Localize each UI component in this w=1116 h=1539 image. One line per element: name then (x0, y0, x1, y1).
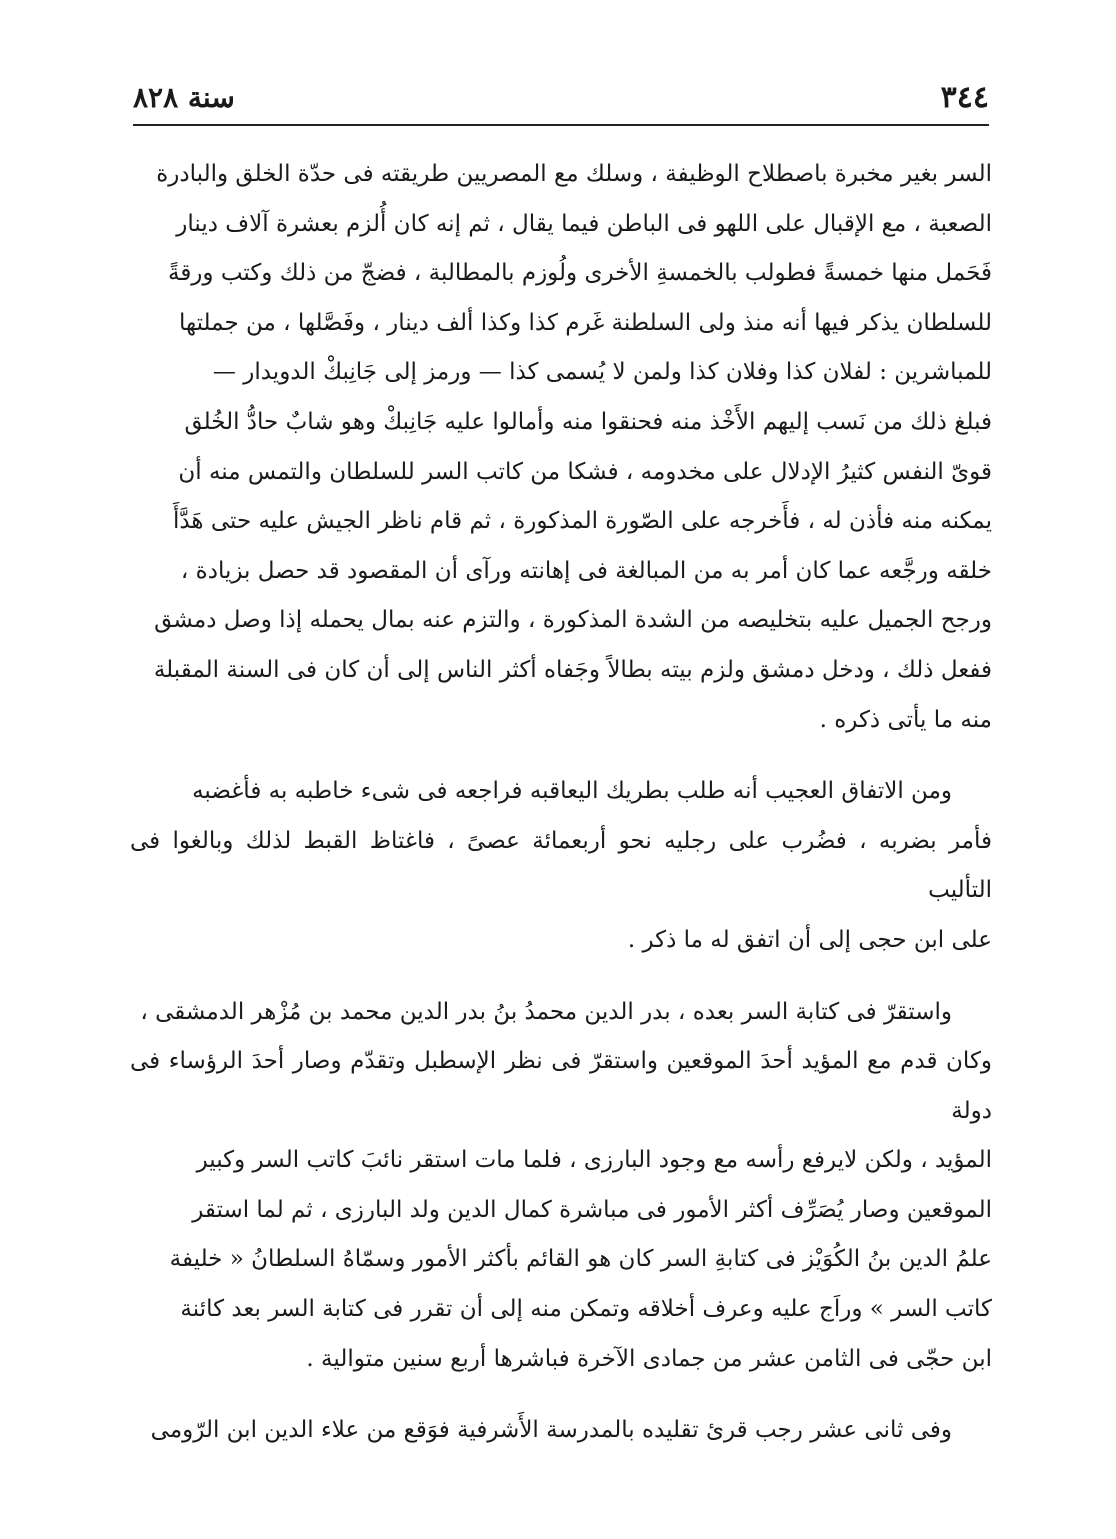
text-line: للسلطان يذكر فيها أنه منذ ولى السلطنة غَرم كذا وكذا ألف دينار ، وفَصَّلها ، من جملتها (179, 309, 992, 336)
text-line: خلقه ورجَّعه عما كان أمر به من المبالغة فى إهانته ورآى أن المقصود قد حصل بزيادة ، (180, 557, 992, 584)
text-line: الصعبة ، مع الإقبال على اللهو فى الباطن فيما يقال ، ثم إنه كان أُلزم بعشرة آلاف دينار (176, 210, 992, 237)
text-line: واستقرّ فى كتابة السر بعده ، بدر الدين محمدُ بنُ بدر الدين محمد بن مُزْهر الدمشقى ، (140, 998, 952, 1025)
text-line: فبلغ ذلك من نَسب إليهم الأَخْذ منه فحنقوا منه وأمالوا عليه جَانِبكْ وهو شابٌ حادُّ الخُلق (184, 408, 992, 435)
text-line: الموقعين وصار يُصَرِّف أكثر الأمور فى مباشرة كمال الدين ولد البارزى ، ثم لما استقر (192, 1196, 992, 1223)
text-line: ومن الاتفاق العجيب أنه طلب بطريك اليعاقبه فراجعه فى شىء خاطبه به فأغضبه (192, 778, 952, 805)
text-line: فأمر بضربه ، فضُرب على رجليه نحو أربعمائة عصىً ، فاغتاظ القبط لذلك وبالغوا فى التأليب (130, 827, 992, 904)
paragraph-3 (130, 988, 992, 1385)
paragraph-4 (130, 1406, 992, 1456)
text-line: وفى ثانى عشر رجب قرئ تقليده بالمدرسة الأَشرفية فوَقع من علاء الدين ابن الرّومى (150, 1417, 952, 1444)
text-line: للمباشرين : لفلان كذا وفلان كذا ولمن لا يُسمى كذا — ورمز إلى جَانِبكْ الدويدار — (212, 359, 992, 386)
text-line: على ابن حجى إلى أن اتفق له ما ذكر . (627, 926, 992, 953)
paragraph-2 (130, 767, 992, 965)
text-line: منه ما يأتى ذكره . (819, 706, 992, 733)
text-line: ابن حجّى فى الثامن عشر من جمادى الآخرة فباشرها أربع سنين متوالية . (306, 1345, 992, 1372)
paragraph-1 (130, 150, 992, 745)
text-line: قوىّ النفس كثيرُ الإدلال على مخدومه ، فشكا من كاتب السر للسلطان والتمس منه أن (178, 458, 992, 485)
running-head-year: سنة ٨٢٨ (133, 81, 235, 114)
text-line: وكان قدم مع المؤيد أحدَ الموقعين واستقرّ فى نظر الإسطبل وتقدّم وصار أحدَ الرؤساء فى دولة (130, 1048, 992, 1124)
text-line: كاتب السر » وراَج عليه وعرف أخلاقه وتمكن منه إلى أن تقرر فى كتابة السر بعد كائنة (180, 1296, 992, 1323)
header-rule (133, 124, 989, 126)
text-line: المؤيد ، ولكن لايرفع رأسه مع وجود البارزى ، فلما مات استقر نائبَ كاتب السر وكبير (196, 1147, 992, 1174)
body-text (130, 150, 992, 1456)
text-line: السر بغير مخبرة باصطلاح الوظيفة ، وسلك مع المصريين طريقته فى حدّة الخلق والبادرة (156, 161, 992, 187)
page-header (133, 78, 989, 122)
text-line: فَحَمل منها خمسةً فطولب بالخمسةِ الأخرى ولُوزم بالمطالبة ، فضجّ من ذلك وكتب ورقةً (167, 260, 992, 287)
text-line: ففعل ذلك ، ودخل دمشق ولزم بيته بطالاً وجَفاه أكثر الناس إلى أن كان فى السنة المقبلة (153, 656, 992, 683)
page-number: ٣٤٤ (940, 80, 989, 115)
text-line: يمكنه منه فأذن له ، فأَخرجه على الصّورة المذكورة ، ثم قام ناظر الجيش عليه حتى هَدَّأَ (172, 508, 992, 535)
text-line: ورجح الجميل عليه بتخليصه من الشدة المذكورة ، والتزم عنه بمال يحمله إذا وصل دمشق (154, 607, 992, 634)
text-line: علمُ الدين بنُ الكُوَيْز فى كتابةِ السر كان هو القائم بأكثر الأمور وسمّاهُ السلطانُ « خليفة (169, 1246, 992, 1273)
